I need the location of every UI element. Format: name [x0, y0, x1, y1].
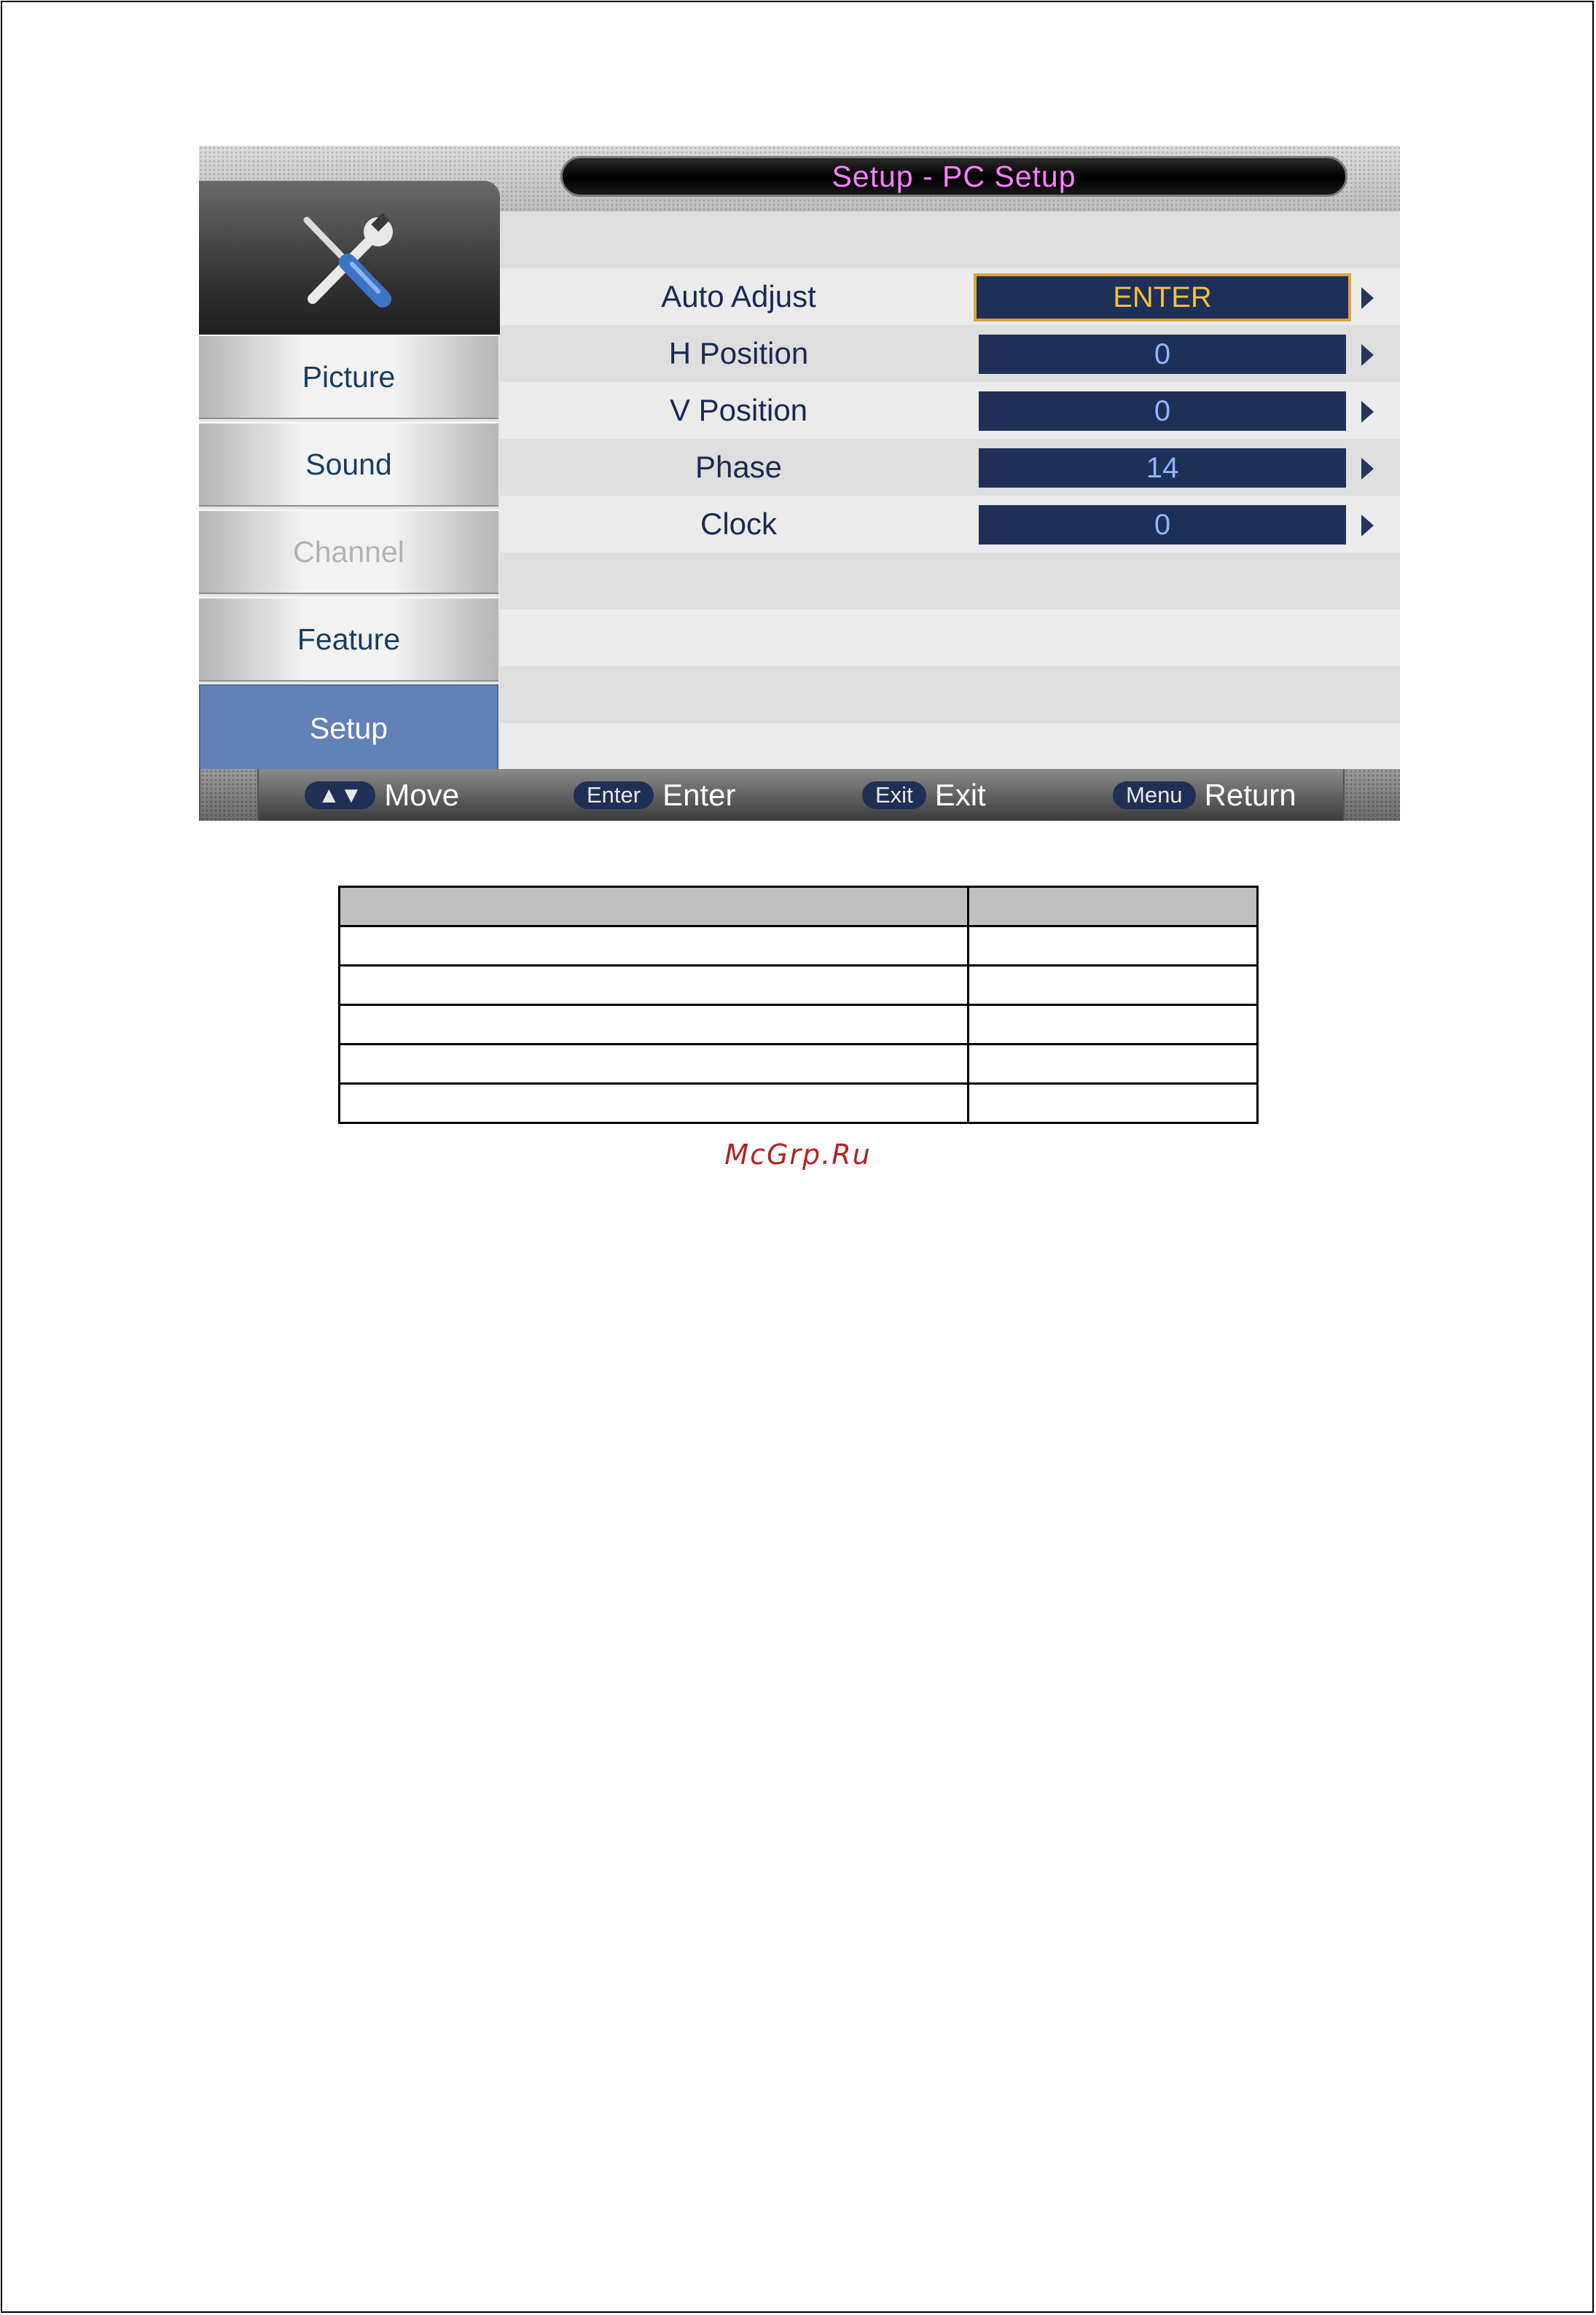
sidebar-item-setup[interactable]: Setup: [199, 684, 498, 772]
exit-key-icon: Exit: [862, 781, 926, 809]
updown-arrows-icon: ▲▼: [305, 781, 375, 809]
setting-label: Clock: [700, 507, 778, 541]
list-row-empty: [500, 553, 1400, 609]
sidebar-item-picture[interactable]: Picture: [199, 335, 498, 419]
enter-key-icon: Enter: [574, 781, 654, 809]
table-row: [340, 1084, 1258, 1123]
setting-row-h-position[interactable]: [500, 325, 1400, 382]
hint-enter: [574, 769, 736, 821]
bar-cap-right: [1343, 769, 1400, 821]
setting-label: Phase: [695, 450, 783, 484]
setting-label: Auto Adjust: [661, 279, 816, 313]
table-row: [340, 1005, 1258, 1045]
setting-label: V Position: [669, 393, 808, 427]
osd-menu: [199, 146, 1400, 821]
table-cell: [968, 887, 1257, 926]
table-row: [340, 926, 1258, 966]
hint-return: [1113, 769, 1296, 821]
hint-exit: [862, 769, 986, 821]
hint-label: Move: [384, 777, 460, 812]
table-cell: [340, 887, 969, 926]
list-row-empty: [500, 609, 1400, 666]
arrow-right-icon[interactable]: [1361, 458, 1374, 480]
arrow-right-icon[interactable]: [1361, 344, 1374, 366]
sidebar-item-sound[interactable]: Sound: [199, 422, 498, 507]
tools-icon: [292, 210, 402, 319]
empty-table: [338, 886, 1259, 1124]
menu-key-icon: Menu: [1113, 781, 1196, 809]
sidebar-item-feature[interactable]: Feature: [199, 597, 498, 682]
category-icon-panel: [199, 181, 500, 335]
list-row-empty: [500, 211, 1400, 268]
category-sidebar: [199, 335, 498, 775]
list-row-empty: [500, 666, 1400, 723]
setting-label: H Position: [668, 336, 809, 370]
setting-row-auto-adjust[interactable]: [500, 268, 1400, 325]
table-row: [340, 966, 1258, 1005]
arrow-right-icon[interactable]: [1361, 515, 1374, 536]
table-cell: [968, 1045, 1257, 1084]
table-cell: [968, 966, 1257, 1005]
table-cell: [340, 966, 969, 1005]
auto-adjust-enter-button[interactable]: ENTER: [974, 273, 1351, 321]
table-cell: [968, 1084, 1257, 1123]
table-cell: [340, 926, 969, 966]
menu-title: Setup - PC Setup: [560, 156, 1347, 197]
table-cell: [340, 1045, 969, 1084]
table-cell: [968, 1005, 1257, 1045]
hint-label: Return: [1204, 777, 1296, 812]
hint-label: Exit: [934, 777, 986, 812]
table-cell: [340, 1005, 969, 1045]
watermark: McGrp.Ru: [724, 1139, 872, 1171]
h-position-value[interactable]: 0: [979, 335, 1346, 374]
table-cell: [340, 1084, 969, 1123]
phase-value[interactable]: 14: [979, 448, 1346, 488]
sidebar-item-channel: Channel: [199, 510, 498, 594]
clock-value[interactable]: 0: [979, 505, 1346, 544]
table-row: [340, 1045, 1258, 1084]
v-position-value[interactable]: 0: [979, 391, 1346, 431]
settings-list: [500, 211, 1400, 780]
table-header-row: [340, 887, 1258, 926]
bar-cap-left: [199, 769, 259, 821]
table-cell: [968, 926, 1257, 966]
arrow-right-icon[interactable]: [1361, 401, 1374, 423]
setting-row-v-position[interactable]: [500, 382, 1400, 439]
arrow-right-icon[interactable]: [1361, 287, 1374, 309]
hint-bar: [199, 769, 1400, 821]
setting-row-clock[interactable]: [500, 496, 1400, 553]
setting-row-phase[interactable]: [500, 439, 1400, 496]
hint-move: [305, 769, 459, 821]
hint-label: Enter: [662, 777, 736, 812]
